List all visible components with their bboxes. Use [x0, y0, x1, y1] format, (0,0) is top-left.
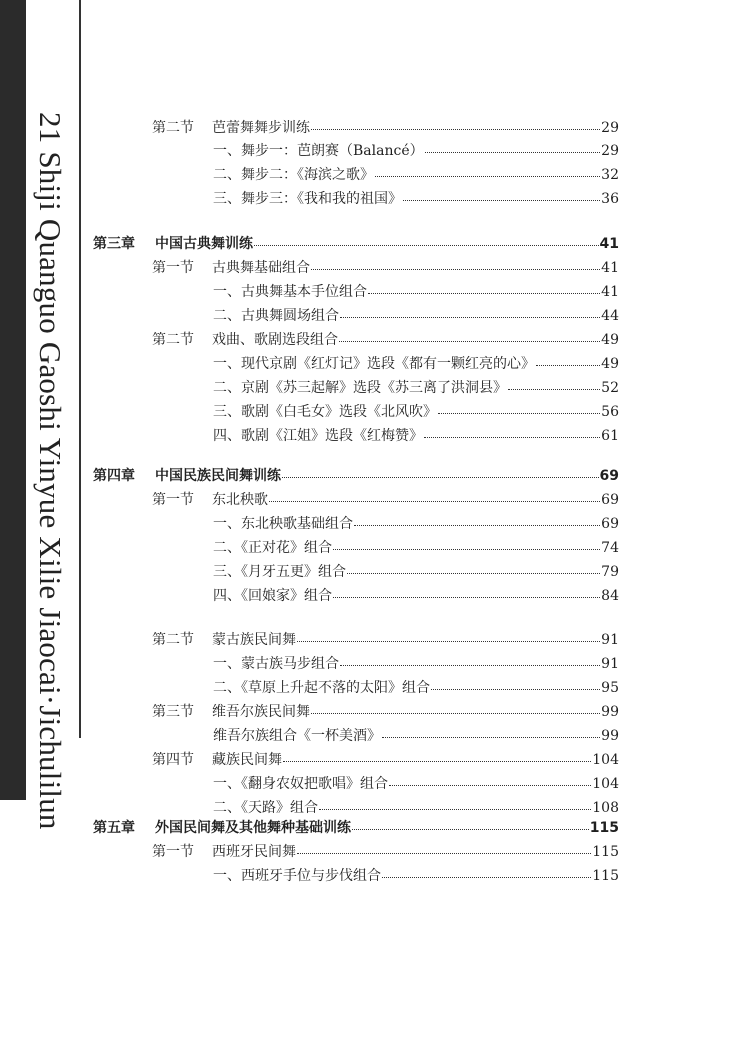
toc-item-title: 二、京剧《苏三起解》选段《苏三离了洪洞县》: [213, 380, 507, 396]
dot-leader: [339, 329, 600, 342]
toc-chapter-title: 中国古典舞训练: [155, 236, 253, 252]
dot-leader: [354, 513, 600, 526]
toc-item-row[interactable]: [213, 538, 619, 558]
toc-chapter-number: 第三章: [93, 236, 135, 252]
toc-page-number: 56: [601, 404, 619, 420]
toc-page-number: 91: [601, 632, 619, 648]
toc-item-title: 二、《草原上升起不落的太阳》组合: [213, 680, 430, 696]
toc-section-title: 蒙古族民间舞: [212, 632, 296, 648]
dot-leader: [340, 305, 600, 318]
toc-page-number: 74: [601, 540, 619, 556]
dot-leader: [333, 537, 600, 550]
dot-leader: [311, 117, 600, 130]
toc-section-number: 第二节: [152, 332, 194, 348]
toc-item-row[interactable]: [213, 678, 619, 698]
toc-page-number: 99: [601, 704, 619, 720]
toc-chapter-row[interactable]: [93, 818, 619, 838]
toc-item-row[interactable]: [213, 562, 619, 582]
toc-item-title: 一、西班牙手位与步伐组合: [213, 868, 381, 884]
toc-page-number: 49: [601, 356, 619, 372]
toc-item-row[interactable]: [213, 866, 619, 886]
toc-page-number: 36: [601, 191, 619, 207]
toc-page-number: 41: [601, 260, 619, 276]
toc-section-title: 戏曲、歌剧选段组合: [212, 332, 338, 348]
toc-chapter-row[interactable]: [93, 466, 619, 486]
toc-section-row[interactable]: [152, 750, 619, 770]
toc-item-row[interactable]: [213, 586, 619, 606]
toc-section-number: 第四节: [152, 752, 194, 768]
dot-leader: [431, 677, 600, 690]
toc-item-title: 四、歌剧《江姐》选段《红梅赞》: [213, 428, 423, 444]
dot-leader: [389, 773, 591, 786]
toc-page-number: 69: [601, 516, 619, 532]
toc-item-row[interactable]: [213, 654, 619, 674]
toc-item-row[interactable]: [213, 189, 619, 209]
dot-leader: [269, 489, 600, 502]
toc-section-number: 第一节: [152, 260, 194, 276]
toc-item-title: 二、舞步二：《海滨之歌》: [213, 167, 374, 183]
toc-item-row[interactable]: [213, 306, 619, 326]
toc-section-number: 第三节: [152, 704, 194, 720]
toc-section-number: 第一节: [152, 844, 194, 860]
toc-item-row[interactable]: [213, 402, 619, 422]
toc-page-number: 29: [601, 143, 619, 159]
dot-leader: [424, 425, 600, 438]
dot-leader: [333, 585, 600, 598]
toc-page-number: 69: [601, 492, 619, 508]
toc-item-title: 一、舞步一：芭朗赛（Balancé）: [213, 143, 424, 159]
toc-chapter-title: 外国民间舞及其他舞种基础训练: [155, 820, 351, 836]
dot-leader: [297, 841, 591, 854]
toc-page-number: 69: [599, 468, 619, 484]
toc-page-number: 108: [592, 800, 619, 816]
toc-page-number: 91: [601, 656, 619, 672]
toc-page-number: 29: [601, 120, 619, 136]
toc-item-title: 四、《回娘家》组合: [213, 588, 332, 604]
dot-leader: [311, 701, 600, 714]
toc-page-number: 52: [601, 380, 619, 396]
toc-section-row[interactable]: [152, 842, 619, 862]
toc-chapter-number: 第四章: [93, 468, 135, 484]
toc-section-title: 藏族民间舞: [212, 752, 282, 768]
toc-item-title: 二、《正对花》组合: [213, 540, 332, 556]
toc-section-title: 西班牙民间舞: [212, 844, 296, 860]
dot-leader: [319, 797, 591, 810]
dot-leader: [352, 817, 589, 830]
toc-item-row[interactable]: [213, 282, 619, 302]
dot-leader: [368, 281, 600, 294]
toc-page-number: 104: [592, 776, 619, 792]
toc-section-title: 维吾尔族民间舞: [212, 704, 310, 720]
toc-item-title: 一、现代京剧《红灯记》选段《都有一颗红亮的心》: [213, 356, 535, 372]
toc-item-row[interactable]: [213, 514, 619, 534]
toc-section-number: 第二节: [152, 632, 194, 648]
dot-leader: [403, 188, 600, 201]
toc-section-row[interactable]: [152, 330, 619, 350]
toc-chapter-number: 第五章: [93, 820, 135, 836]
toc-chapter-title: 中国民族民间舞训练: [155, 468, 281, 484]
toc-page-number: 99: [601, 728, 619, 744]
toc-page-number: 115: [589, 820, 619, 836]
toc-item-title: 维吾尔族组合《一杯美酒》: [213, 728, 381, 744]
dot-leader: [382, 865, 591, 878]
toc-item-row[interactable]: [213, 774, 619, 794]
toc-section-title: 古典舞基础组合: [212, 260, 310, 276]
dot-leader: [382, 725, 600, 738]
toc-item-title: 三、《月牙五更》组合: [213, 564, 346, 580]
toc-page-number: 84: [601, 588, 619, 604]
toc-item-title: 一、《翻身农奴把歌唱》组合: [213, 776, 388, 792]
dot-leader: [311, 257, 600, 270]
toc-item-title: 一、蒙古族马步组合: [213, 656, 339, 672]
toc-item-title: 三、舞步三：《我和我的祖国》: [213, 191, 402, 207]
dot-leader: [438, 401, 600, 414]
toc-item-title: 一、古典舞基本手位组合: [213, 284, 367, 300]
dot-leader: [340, 653, 600, 666]
dot-leader: [536, 353, 600, 366]
toc-page-number: 49: [601, 332, 619, 348]
toc-item-row[interactable]: [213, 141, 619, 161]
toc-page-number: 115: [592, 868, 619, 884]
dot-leader: [283, 749, 591, 762]
toc-section-row[interactable]: [152, 118, 619, 138]
toc-item-title: 二、《天路》组合: [213, 800, 318, 816]
toc-page-number: 61: [601, 428, 619, 444]
dot-leader: [347, 561, 600, 574]
toc-section-row[interactable]: [152, 702, 619, 722]
toc-item-row[interactable]: [213, 378, 619, 398]
toc-section-number: 第二节: [152, 120, 194, 136]
toc-section-title: 东北秧歌: [212, 492, 268, 508]
toc-page-number: 95: [601, 680, 619, 696]
toc-section-row[interactable]: [152, 258, 619, 278]
toc-chapter-row[interactable]: [93, 234, 619, 254]
toc-page-number: 32: [601, 167, 619, 183]
dot-leader: [375, 164, 600, 177]
toc-section-number: 第一节: [152, 492, 194, 508]
dot-leader: [254, 233, 599, 246]
toc-section-row[interactable]: [152, 630, 619, 650]
toc-section-title: 芭蕾舞舞步训练: [212, 120, 310, 136]
series-title-vertical: 21 Shiji Quanguo Gaoshi Yinyue Xilie Jiaocai·Jichulilun: [33, 112, 68, 830]
toc-item-row[interactable]: [213, 426, 619, 446]
toc-page-number: 41: [601, 284, 619, 300]
toc-page-number: 104: [592, 752, 619, 768]
toc-section-row[interactable]: [152, 490, 619, 510]
toc-item-title: 三、歌剧《白毛女》选段《北风吹》: [213, 404, 437, 420]
toc-item-row[interactable]: [213, 165, 619, 185]
dot-leader: [425, 140, 601, 153]
toc-page-number: 115: [592, 844, 619, 860]
toc-item-row[interactable]: [213, 726, 619, 746]
dot-leader: [297, 629, 600, 642]
toc-item-row[interactable]: [213, 798, 619, 818]
toc-page-number: 79: [601, 564, 619, 580]
dot-leader: [508, 377, 600, 390]
toc-item-title: 二、古典舞圆场组合: [213, 308, 339, 324]
dot-leader: [282, 465, 599, 478]
toc-page-number: 41: [599, 236, 619, 252]
toc-page-number: 44: [601, 308, 619, 324]
toc-item-title: 一、东北秧歌基础组合: [213, 516, 353, 532]
toc-item-row[interactable]: [213, 354, 619, 374]
